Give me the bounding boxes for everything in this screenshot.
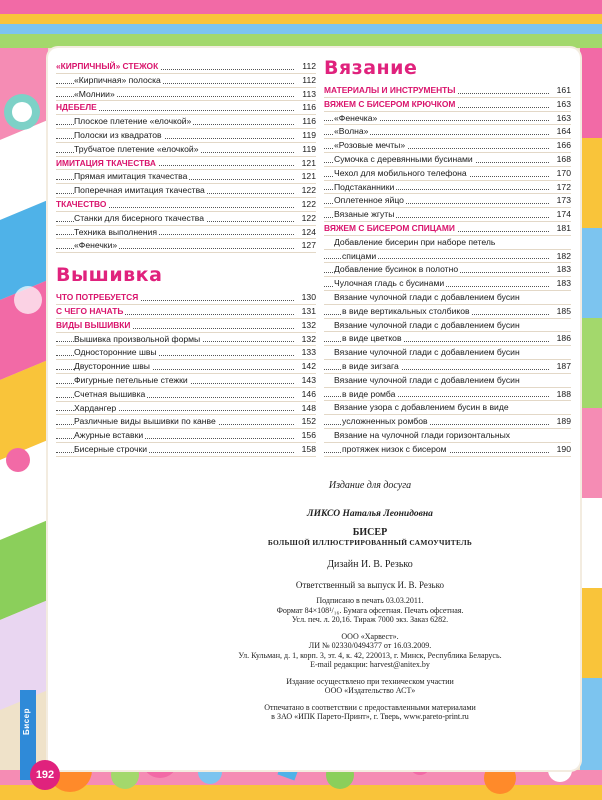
imprint-print-line: Усл. печ. л. 20,16. Тираж 7000 экз. Заказ 6282. <box>291 615 449 624</box>
toc-entry <box>324 222 571 235</box>
imprint-printed-line: в ЗАО «ИПК Парето-Принт», г. Тверь, www.pareto-print.ru <box>271 712 469 721</box>
toc-entry <box>324 415 571 428</box>
toc-entry <box>324 181 571 194</box>
toc-entry-page: 130 <box>301 292 316 303</box>
toc-entry-title: в виде ромба <box>342 388 396 399</box>
toc-entry-title: спицами <box>342 250 377 261</box>
toc-entry <box>324 84 571 97</box>
toc-entry-title: Добавление бисерин при наборе петель <box>334 236 496 247</box>
toc-entry-page: 132 <box>301 319 316 330</box>
imprint-publisher-line: Ул. Кульман, д. 1, корп. 3, эт. 4, к. 42, 220013, г. Минск, Республика Беларусь. <box>238 650 502 660</box>
toc-entry <box>56 88 316 101</box>
toc-entry-title: Вязание на чулочной глади горизонтальных <box>334 429 511 440</box>
toc-entry-page: 112 <box>302 74 316 85</box>
toc-entry-title: Полоски из квадратов <box>74 129 162 140</box>
toc-entry-page: 152 <box>301 416 316 427</box>
toc-entry-page: 119 <box>302 143 316 154</box>
imprint-tech-line: ООО «Издательство АСТ» <box>324 686 416 695</box>
toc-entry-title: Добавление бусинок в полотно <box>334 264 459 275</box>
toc-entry-page: 131 <box>301 305 316 316</box>
toc-entry-title: Вязаные жгуты <box>334 209 395 220</box>
toc-entry-title: «Молнии» <box>74 88 115 99</box>
toc-entry-title: «Фенечки» <box>74 240 118 251</box>
toc-entry-title: С ЧЕГО НАЧАТЬ <box>56 305 124 316</box>
toc-entry-title: Станки для бисерного ткачества <box>74 212 205 223</box>
toc-entry-title: Двусторонние швы <box>74 361 150 372</box>
toc-list-left-bottom <box>56 291 316 457</box>
toc-entry-page: 121 <box>301 157 316 168</box>
imprint-printed-line: Отпечатано в соответствии с предоставленными материалами <box>264 702 476 712</box>
imprint-print-line: Формат 84×108¹/₁₆. Бумага офсетная. Печать офсетная. <box>276 605 464 615</box>
toc-entry <box>324 208 571 221</box>
toc-entry-page: 187 <box>556 360 571 371</box>
toc-entry <box>324 429 571 442</box>
toc-entry-title: «Фенечка» <box>334 112 378 123</box>
toc-entry <box>56 115 316 128</box>
toc-entry <box>324 374 571 387</box>
toc-entry-title: Фигурные петельные стежки <box>74 374 188 385</box>
toc-entry-page: 156 <box>301 430 316 441</box>
toc-entry <box>324 388 571 401</box>
toc-entry <box>324 167 571 180</box>
toc-entry-page: 112 <box>302 61 316 71</box>
toc-entry-title: Техника выполнения <box>74 226 158 237</box>
toc-entry <box>56 333 316 346</box>
toc-entry <box>324 112 571 125</box>
toc-entry-title: Вязание узора с добавлением бусин в виде <box>334 402 509 413</box>
toc-entry-title: ВЯЖЕМ С БИСЕРОМ КРЮЧКОМ <box>324 98 456 109</box>
toc-entry-page: 185 <box>556 305 571 316</box>
toc-entry-title: Вязание чулочной глади с добавлением бусин <box>334 319 520 330</box>
toc-entry-page: 183 <box>556 264 571 275</box>
toc-entry-page: 163 <box>556 98 571 109</box>
toc-entry-page: 148 <box>301 402 316 413</box>
toc-entry-page: 174 <box>556 209 571 220</box>
toc-entry-page: 146 <box>301 388 316 399</box>
section-title-embroidery: Вышивка <box>56 264 163 287</box>
toc-entry-title: «Волна» <box>334 126 369 137</box>
toc-entry-title: Бисерные строчки <box>74 443 148 454</box>
toc-entry-page: 122 <box>301 198 316 209</box>
toc-entry-title: в виде зигзага <box>342 360 399 371</box>
toc-entry-title: Подстаканники <box>334 181 395 192</box>
imprint-block <box>180 480 560 722</box>
toc-entry <box>56 319 316 332</box>
toc-entry-page: 168 <box>556 153 571 164</box>
toc-entry <box>56 402 316 415</box>
imprint-publisher-line: ООО «Харвест». <box>341 631 399 641</box>
toc-entry-page: 119 <box>302 129 316 140</box>
toc-entry-page: 142 <box>301 361 316 372</box>
toc-left-column <box>56 60 316 457</box>
toc-entry-page: 124 <box>301 226 316 237</box>
toc-entry-page: 158 <box>301 443 316 454</box>
toc-entry <box>324 277 571 290</box>
toc-separator <box>324 456 571 457</box>
toc-entry-title: НДЕБЕЛЕ <box>56 102 97 113</box>
toc-entry-title: Чулочная гладь с бусинами <box>334 278 445 289</box>
toc-entry-page: 116 <box>302 116 316 127</box>
toc-entry <box>56 374 316 387</box>
toc-entry-title: Ажурные вставки <box>74 430 144 441</box>
imprint-tech-line: Издание осуществлено при техническом участии <box>286 676 454 686</box>
toc-entry-page: 132 <box>301 333 316 344</box>
imprint-edition-type: Издание для досуга <box>328 480 412 491</box>
toc-entry-page: 186 <box>556 333 571 344</box>
toc-entry-page: 164 <box>556 126 571 137</box>
toc-entry <box>324 194 571 207</box>
toc-entry-page: 188 <box>556 388 571 399</box>
toc-entry-page: 170 <box>556 167 571 178</box>
toc-entry <box>56 305 316 318</box>
toc-entry-page: 161 <box>556 85 571 95</box>
toc-entry <box>324 305 571 318</box>
toc-entry-title: Плоское плетение «елочкой» <box>74 116 192 127</box>
toc-entry-title: «Розовые мечты» <box>334 140 406 151</box>
toc-entry-title: Вязание чулочной глади с добавлением бусин <box>334 347 520 358</box>
toc-entry-page: 116 <box>302 102 316 113</box>
page-number: 192 <box>30 760 60 790</box>
toc-entry-page: 190 <box>556 443 571 454</box>
toc-entry-title: Сумочка с деревянными бусинами <box>334 153 473 164</box>
toc-entry-title: ИМИТАЦИЯ ТКАЧЕСТВА <box>56 157 156 168</box>
toc-entry <box>324 98 571 111</box>
toc-separator <box>56 456 316 457</box>
toc-entry <box>324 346 571 359</box>
toc-entry-title: ТКАЧЕСТВО <box>56 198 107 209</box>
toc-list-left-top <box>56 60 316 253</box>
toc-entry <box>324 291 571 304</box>
toc-entry-page: 113 <box>302 88 316 99</box>
toc-entry-title: в виде вертикальных столбиков <box>342 305 470 316</box>
toc-entry <box>324 139 571 152</box>
toc-entry-title: Хардангер <box>74 402 117 413</box>
toc-entry-title: усложненных ромбов <box>342 416 428 427</box>
toc-entry-title: ЧТО ПОТРЕБУЕТСЯ <box>56 292 139 303</box>
toc-entry <box>324 125 571 138</box>
toc-entry <box>56 443 316 456</box>
toc-entry <box>324 263 571 276</box>
toc-entry <box>56 388 316 401</box>
toc-entry <box>324 360 571 373</box>
toc-entry <box>56 60 316 73</box>
toc-entry-page: 143 <box>301 374 316 385</box>
toc-entry <box>56 429 316 442</box>
toc-entry-page: 182 <box>556 250 571 261</box>
toc-entry <box>56 212 316 225</box>
toc-entry <box>56 415 316 428</box>
toc-entry <box>56 184 316 197</box>
section-title-knitting: Вязание <box>324 57 418 79</box>
toc-entry <box>324 153 571 166</box>
toc-entry-title: ВЯЖЕМ С БИСЕРОМ СПИЦАМИ <box>324 222 455 233</box>
toc-entry <box>324 443 571 456</box>
imprint-book-title: БИСЕР <box>352 527 388 538</box>
imprint-design: Дизайн И. В. Резько <box>327 559 413 570</box>
toc-entry-title: Односторонние швы <box>74 347 157 358</box>
toc-entry-title: Прямая имитация ткачества <box>74 171 188 182</box>
toc-entry <box>56 291 316 304</box>
toc-entry <box>56 239 316 252</box>
toc-entry <box>324 236 571 249</box>
toc-entry <box>56 143 316 156</box>
toc-entry <box>56 198 316 211</box>
toc-right-column <box>324 56 571 457</box>
toc-entry-title: Вязание чулочной глади с добавлением бусин <box>334 291 520 302</box>
toc-entry-page: 163 <box>556 112 571 123</box>
toc-entry <box>324 250 571 263</box>
toc-entry-title: «КИРПИЧНЫЙ» СТЕЖОК <box>56 61 159 71</box>
toc-entry-title: Поперечная имитация ткачества <box>74 185 205 196</box>
toc-entry-page: 183 <box>556 278 571 289</box>
toc-entry <box>56 129 316 142</box>
toc-entry <box>56 74 316 87</box>
imprint-author: ЛИКСО Наталья Леонидовна <box>307 509 433 519</box>
toc-entry <box>324 332 571 345</box>
toc-entry-title: протяжек низок с бисером <box>342 443 447 454</box>
toc-entry-title: «Кирпичная» полоска <box>74 74 161 85</box>
toc-entry-page: 172 <box>556 181 571 192</box>
toc-entry-page: 173 <box>556 195 571 206</box>
toc-entry-page: 122 <box>301 212 316 223</box>
toc-entry-title: Оплетенное яйцо <box>334 195 404 206</box>
toc-entry-title: Трубчатое плетение «елочкой» <box>74 143 199 154</box>
imprint-publisher-line: E-mail редакции: harvest@anitex.by <box>310 660 430 669</box>
toc-entry-title: Счетная вышивка <box>74 388 146 399</box>
toc-entry-title: МАТЕРИАЛЫ И ИНСТРУМЕНТЫ <box>324 85 456 95</box>
toc-entry-title: в виде цветков <box>342 333 402 344</box>
imprint-print-line: Подписано в печать 03.03.2011. <box>316 596 424 605</box>
imprint-responsible: Ответственный за выпуск И. В. Резько <box>295 580 445 590</box>
imprint-publisher-line: ЛИ № 02330/0494377 от 16.03.2009. <box>308 641 432 650</box>
toc-entry-title: Вязание чулочной глади с добавлением бусин <box>334 374 520 385</box>
toc-entry-title: ВИДЫ ВЫШИВКИ <box>56 319 131 330</box>
toc-entry <box>56 346 316 359</box>
toc-entry <box>56 101 316 114</box>
toc-entry <box>56 157 316 170</box>
toc-entry-page: 181 <box>556 222 571 233</box>
toc-entry <box>324 319 571 332</box>
spine-label: Бисер <box>22 708 31 735</box>
toc-entry-page: 133 <box>301 347 316 358</box>
toc-entry-page: 189 <box>556 416 571 427</box>
toc-entry-title: Различные виды вышивки по канве <box>74 416 216 427</box>
toc-entry <box>324 401 571 414</box>
toc-list-right <box>324 84 571 457</box>
toc-entry-title: Вышивка произвольной формы <box>74 333 201 344</box>
imprint-subtitle: БОЛЬШОЙ ИЛЛЮСТРИРОВАННЫЙ САМОУЧИТЕЛЬ <box>267 538 473 547</box>
toc-entry <box>56 360 316 373</box>
toc-entry-title: Чехол для мобильного телефона <box>334 167 467 178</box>
toc-entry-page: 127 <box>301 240 316 251</box>
toc-entry-page: 122 <box>301 185 316 196</box>
toc-entry <box>56 226 316 239</box>
toc-entry-page: 121 <box>301 171 316 182</box>
toc-entry <box>56 170 316 183</box>
toc-entry-page: 166 <box>556 140 571 151</box>
